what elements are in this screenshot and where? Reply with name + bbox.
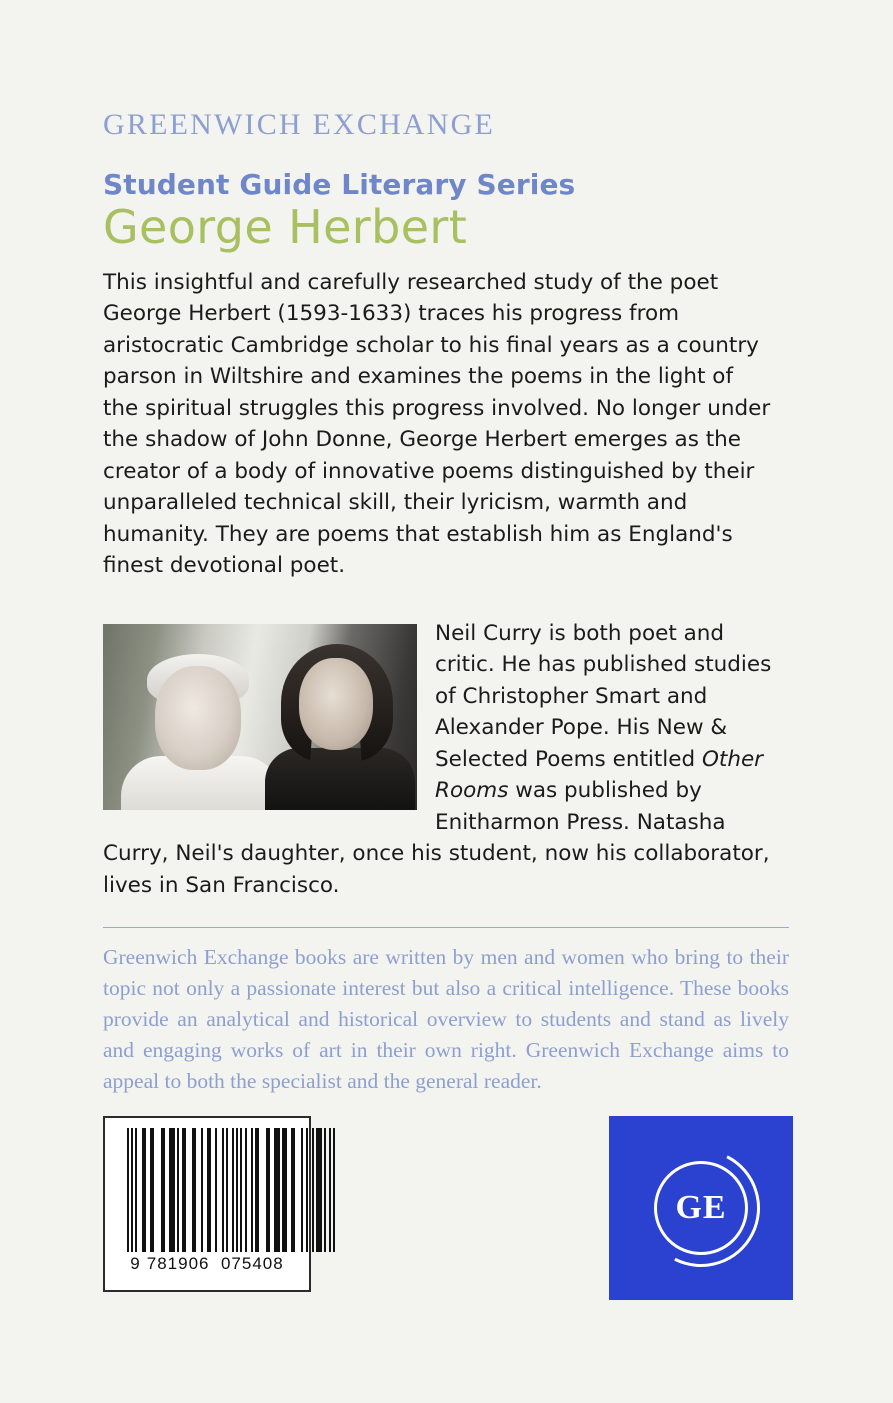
book-blurb: This insightful and carefully researched study of the poet George Herbert (1593-1633) traces his progress from aristocratic Cambridge scholar to his final years as a country parson in Wiltshire and examines the poems in the light of the spiritual struggles this progress involved. No longer under the shadow of John Donne, George Herbert emerges as the creator of a body of innovative poems distinguished by their unparalleled technical skill, their lyricism, warmth and humanity. They are poems that establish him as England's finest devotional poet. xyxy=(103,269,771,579)
imprint-statement: Greenwich Exchange books are written by men and women who bring to their topic not only a passionate interest but also a critical intelligence. These books provide an analytical and historical overview to students and stand as lively and engaging works of art in their own right. Greenwich Exchange aims to appeal to both the specialist and the general reader. xyxy=(103,945,789,1094)
barcode-lead-digit: 9 xyxy=(130,1254,141,1273)
series-name: Student Guide Literary Series xyxy=(103,168,576,201)
logo-monogram: GE xyxy=(675,1189,727,1226)
author-bio-part2: was published by Enitharmon Press. Natasha Curry, Neil's daughter, once his student, now his collaborator, lives in San Francisco. xyxy=(103,778,770,898)
author-bio-part1: Neil Curry is both poet and critic. He has published studies of Christopher Smart and Alexander Pope. His New & Selected Poems entitled xyxy=(435,620,772,772)
author-block xyxy=(103,618,783,902)
photo-figure-woman-body xyxy=(265,748,415,810)
author-photo xyxy=(103,624,417,810)
barcode-digits xyxy=(113,1254,301,1274)
publisher-logo xyxy=(609,1116,793,1300)
author-bio-book-title: Other Rooms xyxy=(435,746,764,804)
publisher-name: GREENWICH EXCHANGE xyxy=(103,108,496,141)
barcode xyxy=(103,1116,311,1292)
divider-rule xyxy=(103,927,789,928)
photo-figure-woman-head xyxy=(299,658,373,750)
photo-figure-man-head xyxy=(155,666,241,770)
cover-footer xyxy=(103,1116,793,1316)
book-title: George Herbert xyxy=(103,200,468,254)
barcode-digits-right: 075408 xyxy=(220,1254,284,1273)
barcode-digits-left: 781906 xyxy=(146,1254,210,1273)
barcode-bars xyxy=(127,1128,295,1252)
cover-content xyxy=(103,108,793,1097)
